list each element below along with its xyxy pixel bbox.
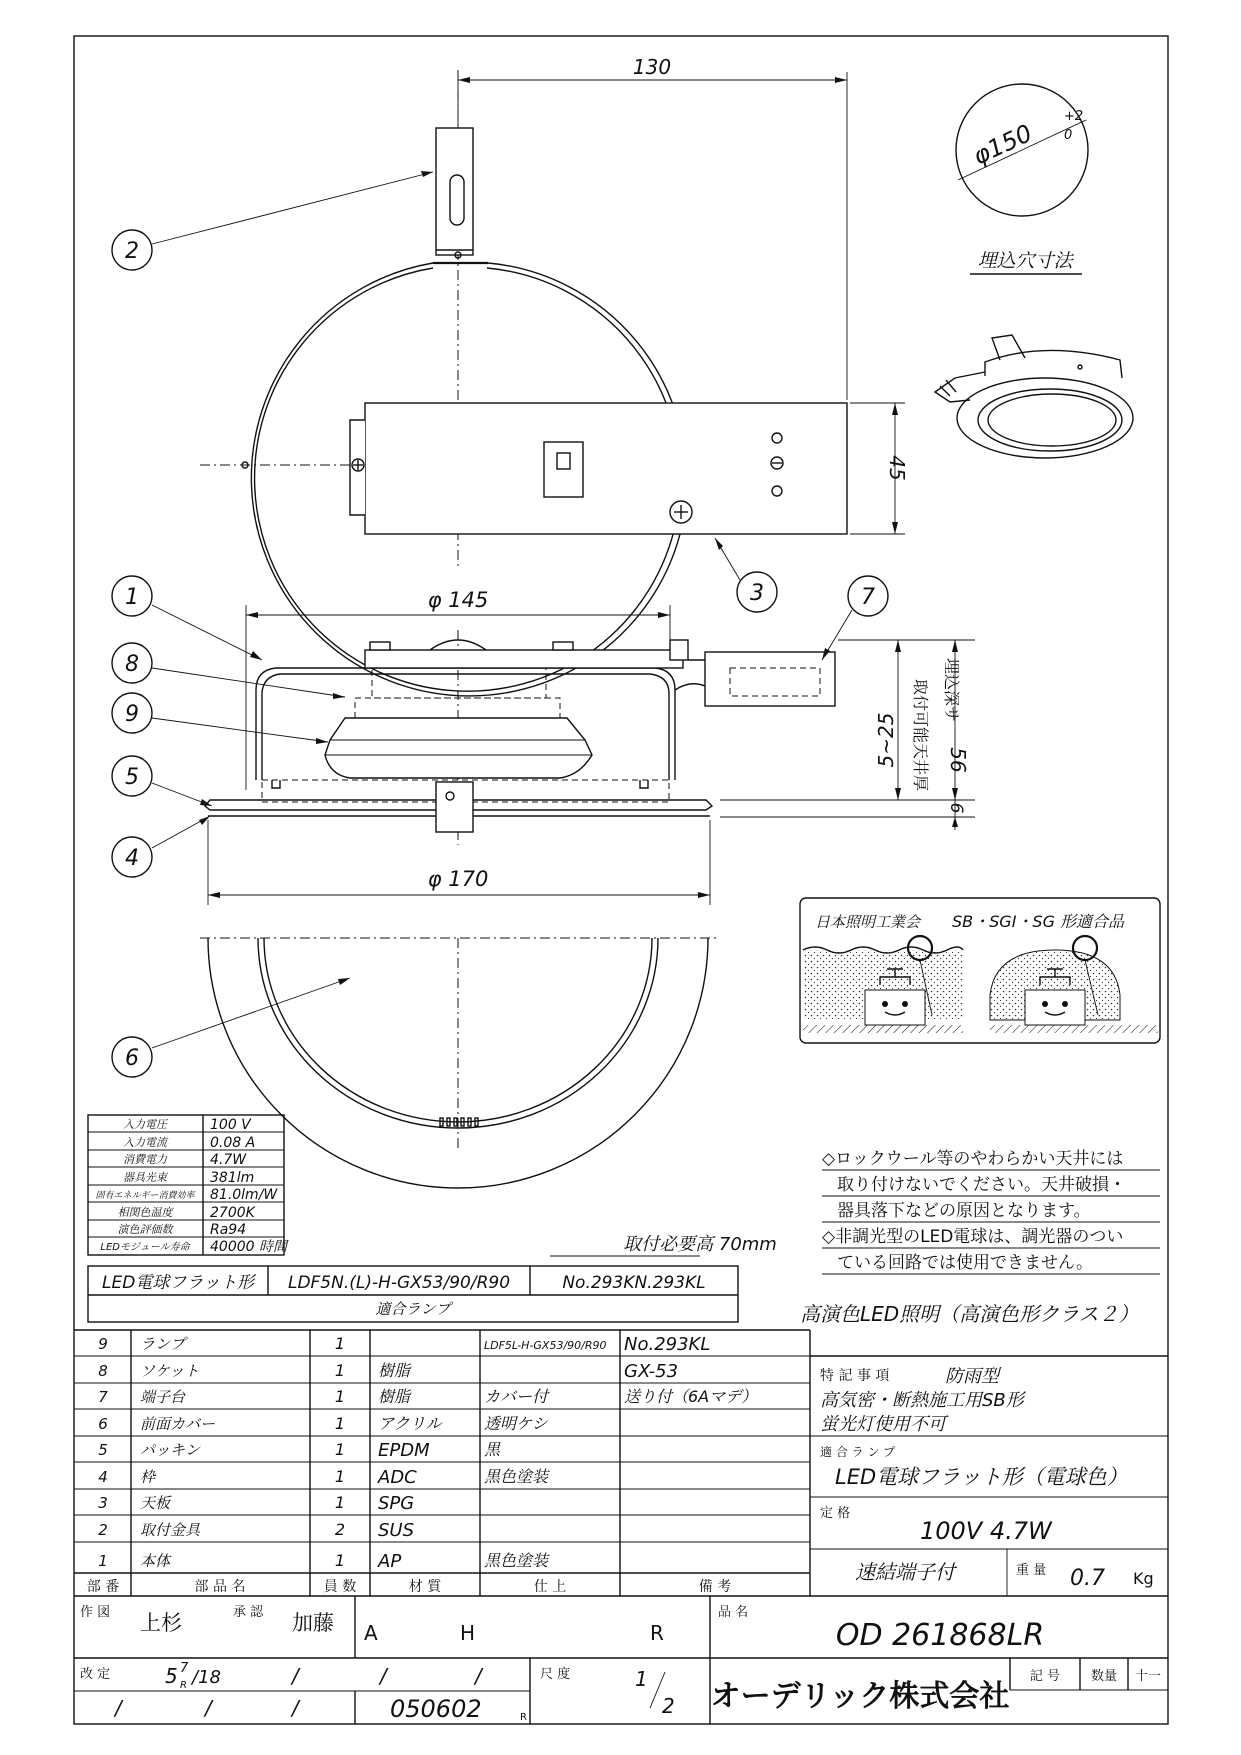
callout-6: 6 xyxy=(125,1046,139,1071)
spec-value-1: 0.08 A xyxy=(210,1135,256,1151)
quantity-label: 数量 xyxy=(1090,1669,1118,1684)
part-remark-1: GX-53 xyxy=(624,1361,679,1382)
dim-flange-dia xyxy=(208,820,710,905)
features-value1: 防雨型 xyxy=(945,1366,999,1387)
spec-value-4: 81.0lm/W xyxy=(210,1187,278,1203)
lamp-model: LDF5N.(L)-H-GX53/90/R90 xyxy=(287,1273,511,1293)
revision-tail: /18 xyxy=(192,1667,221,1688)
spec-value-6: Ra94 xyxy=(210,1222,247,1238)
slash-1: / xyxy=(292,1664,299,1688)
part-qty-2: 1 xyxy=(334,1387,346,1406)
part-no-3: 6 xyxy=(98,1415,108,1433)
spec-table xyxy=(88,1115,289,1255)
part-qty-8: 1 xyxy=(334,1551,346,1570)
high-cri-label: 高演色LED照明（高演色形クラス２） xyxy=(800,1302,1139,1326)
dim-45-label: 45 xyxy=(885,455,909,481)
part-mat-2: 樹脂 xyxy=(378,1387,411,1406)
part-mat-1: 樹脂 xyxy=(378,1361,411,1380)
rating-label: 定 格 xyxy=(820,1506,851,1521)
fit-lamp-value: LED電球フラット形（電球色） xyxy=(835,1465,1128,1489)
part-name-7: 取付金具 xyxy=(140,1521,201,1539)
callout-9: 9 xyxy=(125,702,139,727)
slash-6: / xyxy=(292,1696,299,1720)
part-name-1: ソケット xyxy=(140,1362,200,1380)
dim-130-label: 130 xyxy=(632,55,672,79)
header-mat: 材 質 xyxy=(408,1579,442,1595)
part-name-6: 天板 xyxy=(140,1494,171,1512)
approved-by: 加藤 xyxy=(292,1611,334,1635)
header-name: 部 品 名 xyxy=(194,1579,246,1595)
standards-title: 日本照明工業会 xyxy=(815,913,921,931)
product-code: OD 261868LR xyxy=(835,1618,1045,1653)
part-note-0: LDF5L-H-GX53/90/R90 xyxy=(484,1339,607,1352)
rating-value: 100V 4.7W xyxy=(920,1517,1052,1545)
dim-width-top xyxy=(458,55,847,400)
weight-unit: Kg xyxy=(1133,1569,1154,1588)
note-line-4: ◇非調光型のLED電球は、調光器のつい xyxy=(822,1227,1124,1247)
part-remark-0: No.293KL xyxy=(624,1334,711,1355)
callout-3: 3 xyxy=(750,581,764,606)
grade-h: H xyxy=(460,1621,476,1645)
spec-value-0: 100 V xyxy=(210,1117,251,1133)
spec-value-2: 4.7W xyxy=(210,1152,247,1168)
lamp-type: LED電球フラット形 xyxy=(102,1273,254,1293)
features-block xyxy=(810,1356,1168,1596)
bottom-view xyxy=(200,938,720,1188)
revision-main: 5 xyxy=(165,1664,178,1688)
hole-tol-zero: 0 xyxy=(1064,128,1073,143)
part-no-7: 2 xyxy=(98,1521,108,1539)
terminal-label: 速結端子付 xyxy=(855,1560,955,1584)
symbol-label: 記 号 xyxy=(1029,1669,1061,1684)
title-block xyxy=(74,1596,1168,1724)
scale-num: 1 xyxy=(635,1667,648,1691)
approved-label: 承 認 xyxy=(233,1605,264,1620)
product-illustration xyxy=(935,335,1133,458)
part-qty-7: 2 xyxy=(334,1520,346,1539)
hole-dia-label: φ150 xyxy=(968,119,1037,171)
part-name-2: 端子台 xyxy=(140,1388,186,1406)
spec-value-5: 2700K xyxy=(210,1205,255,1221)
dim-flange-height: 6 xyxy=(946,802,966,814)
part-qty-4: 1 xyxy=(334,1440,346,1459)
spec-label-4: 固有エネルギー消費効率 xyxy=(95,1191,195,1201)
spec-value-7: 40000 時間 xyxy=(210,1239,287,1255)
part-qty-1: 1 xyxy=(334,1361,346,1380)
features-value3: 蛍光灯使用不可 xyxy=(820,1414,946,1435)
spec-value-3: 381lm xyxy=(210,1170,255,1186)
part-name-0: ランプ xyxy=(140,1335,186,1353)
slash-4: / xyxy=(115,1696,122,1720)
part-mat-3: アクリル xyxy=(378,1414,442,1433)
weight-label: 重 量 xyxy=(1016,1563,1047,1578)
grade-a: A xyxy=(364,1621,378,1645)
spec-label-3: 器具光束 xyxy=(123,1171,167,1184)
part-mat-4: EPDM xyxy=(378,1440,430,1461)
note-line-2: 取り付けないでください。天井破損・ xyxy=(837,1175,1126,1195)
part-no-8: 1 xyxy=(98,1552,108,1570)
drawn-by: 上杉 xyxy=(140,1611,182,1635)
part-no-6: 3 xyxy=(98,1494,108,1512)
part-no-0: 9 xyxy=(98,1335,108,1353)
notes-block xyxy=(800,1149,1160,1326)
lamp-row xyxy=(88,1266,738,1322)
spec-label-0: 入力電圧 xyxy=(123,1118,167,1131)
hole-tol-plus: +2 xyxy=(1064,109,1084,124)
note-line-1: ◇ロックウール等のやわらかい天井には xyxy=(822,1149,1124,1169)
part-name-4: パッキン xyxy=(140,1441,200,1459)
part-no-1: 8 xyxy=(98,1362,108,1380)
revision-sub: R xyxy=(180,1680,187,1691)
dim-depth: 56 xyxy=(946,747,970,773)
standards-marks: SB・SGI・SG 形適合品 xyxy=(952,912,1125,931)
drawing-code-suffix: R xyxy=(520,1712,527,1723)
lamp-nos: No.293KN.293KL xyxy=(562,1273,706,1293)
dim-ceiling-label: 取付可能天井厚 xyxy=(911,678,930,792)
scale-den: 2 xyxy=(662,1694,675,1718)
note-line-3: 器具落下などの原因となります。 xyxy=(837,1201,1091,1221)
dim-ceiling-range: 5~25 xyxy=(874,712,898,768)
header-finish: 仕 上 xyxy=(533,1579,567,1595)
parts-table xyxy=(74,1330,1168,1596)
part-note-8: 黒色塗装 xyxy=(484,1551,549,1570)
install-height: 取付必要高 70mm xyxy=(623,1234,777,1255)
hole-caption: 埋込穴寸法 xyxy=(977,250,1073,272)
revision-sup: 7 xyxy=(180,1661,189,1676)
header-no: 部 番 xyxy=(86,1579,120,1595)
spec-label-6: 演色評価数 xyxy=(117,1223,173,1236)
header-remark: 備 考 xyxy=(698,1579,732,1595)
dim-depth-label: 埋込深サ xyxy=(942,657,961,723)
part-mat-6: SPG xyxy=(378,1493,415,1514)
revision-label: 改 定 xyxy=(80,1667,111,1682)
part-qty-3: 1 xyxy=(334,1414,346,1433)
note-line-5: ている回路では使用できません。 xyxy=(837,1253,1094,1273)
callout-1: 1 xyxy=(125,585,139,610)
header-qty: 員 数 xyxy=(323,1579,357,1595)
part-no-2: 7 xyxy=(98,1388,108,1406)
part-note-4: 黒 xyxy=(484,1440,501,1459)
spec-label-1: 入力電流 xyxy=(123,1136,167,1149)
drawn-label: 作 図 xyxy=(80,1605,111,1620)
part-qty-5: 1 xyxy=(334,1467,346,1486)
callouts xyxy=(112,171,888,1077)
drawing-code: 050602 xyxy=(390,1695,482,1723)
extra-label: 十一 xyxy=(1134,1669,1162,1684)
part-mat-8: AP xyxy=(378,1551,402,1572)
part-mat-7: SUS xyxy=(378,1520,415,1541)
grade-r: R xyxy=(650,1621,664,1645)
slash-3: / xyxy=(475,1664,482,1688)
features-value2: 高気密・断熱施工用SB形 xyxy=(820,1390,1024,1411)
part-note-2: カバー付 xyxy=(484,1387,549,1406)
scale-label: 尺 度 xyxy=(540,1667,571,1682)
lamp-caption: 適合ランプ xyxy=(375,1300,451,1318)
part-qty-6: 1 xyxy=(334,1493,346,1512)
side-view xyxy=(205,630,835,845)
callout-2: 2 xyxy=(125,239,139,264)
part-mat-5: ADC xyxy=(378,1467,417,1488)
fit-lamp-label: 適 合 ラ ン プ xyxy=(820,1445,896,1459)
part-name-3: 前面カバー xyxy=(140,1415,216,1433)
part-qty-0: 1 xyxy=(334,1334,346,1353)
standards-box xyxy=(800,898,1160,1043)
weight-value: 0.7 xyxy=(1070,1566,1105,1591)
company-name: オーデリック株式会社 xyxy=(710,1679,1010,1714)
slash-5: / xyxy=(205,1696,212,1720)
hole-dimension xyxy=(956,84,1088,274)
product-label: 品 名 xyxy=(718,1605,749,1620)
callout-4: 4 xyxy=(125,846,139,871)
part-name-8: 本体 xyxy=(140,1552,171,1570)
part-note-3: 透明ケシ xyxy=(484,1414,548,1433)
callout-5: 5 xyxy=(125,765,139,790)
callout-7: 7 xyxy=(861,585,875,610)
spec-label-5: 相関色温度 xyxy=(117,1206,173,1219)
spec-label-2: 消費電力 xyxy=(123,1153,167,1166)
dim-plate-height xyxy=(850,403,909,534)
dim-170-label: φ 170 xyxy=(427,867,489,891)
part-note-5: 黒色塗装 xyxy=(484,1467,549,1486)
part-name-5: 枠 xyxy=(140,1468,156,1486)
dim-145-label: φ 145 xyxy=(427,588,489,612)
features-label: 特 記 事 項 xyxy=(820,1368,890,1384)
callout-8: 8 xyxy=(125,652,139,677)
spec-label-7: LEDモジュール寿命 xyxy=(100,1242,190,1253)
part-no-4: 5 xyxy=(98,1441,108,1459)
part-no-5: 4 xyxy=(98,1468,108,1486)
slash-2: / xyxy=(380,1664,387,1688)
part-remark-2: 送り付（6Aマデ） xyxy=(624,1387,758,1406)
